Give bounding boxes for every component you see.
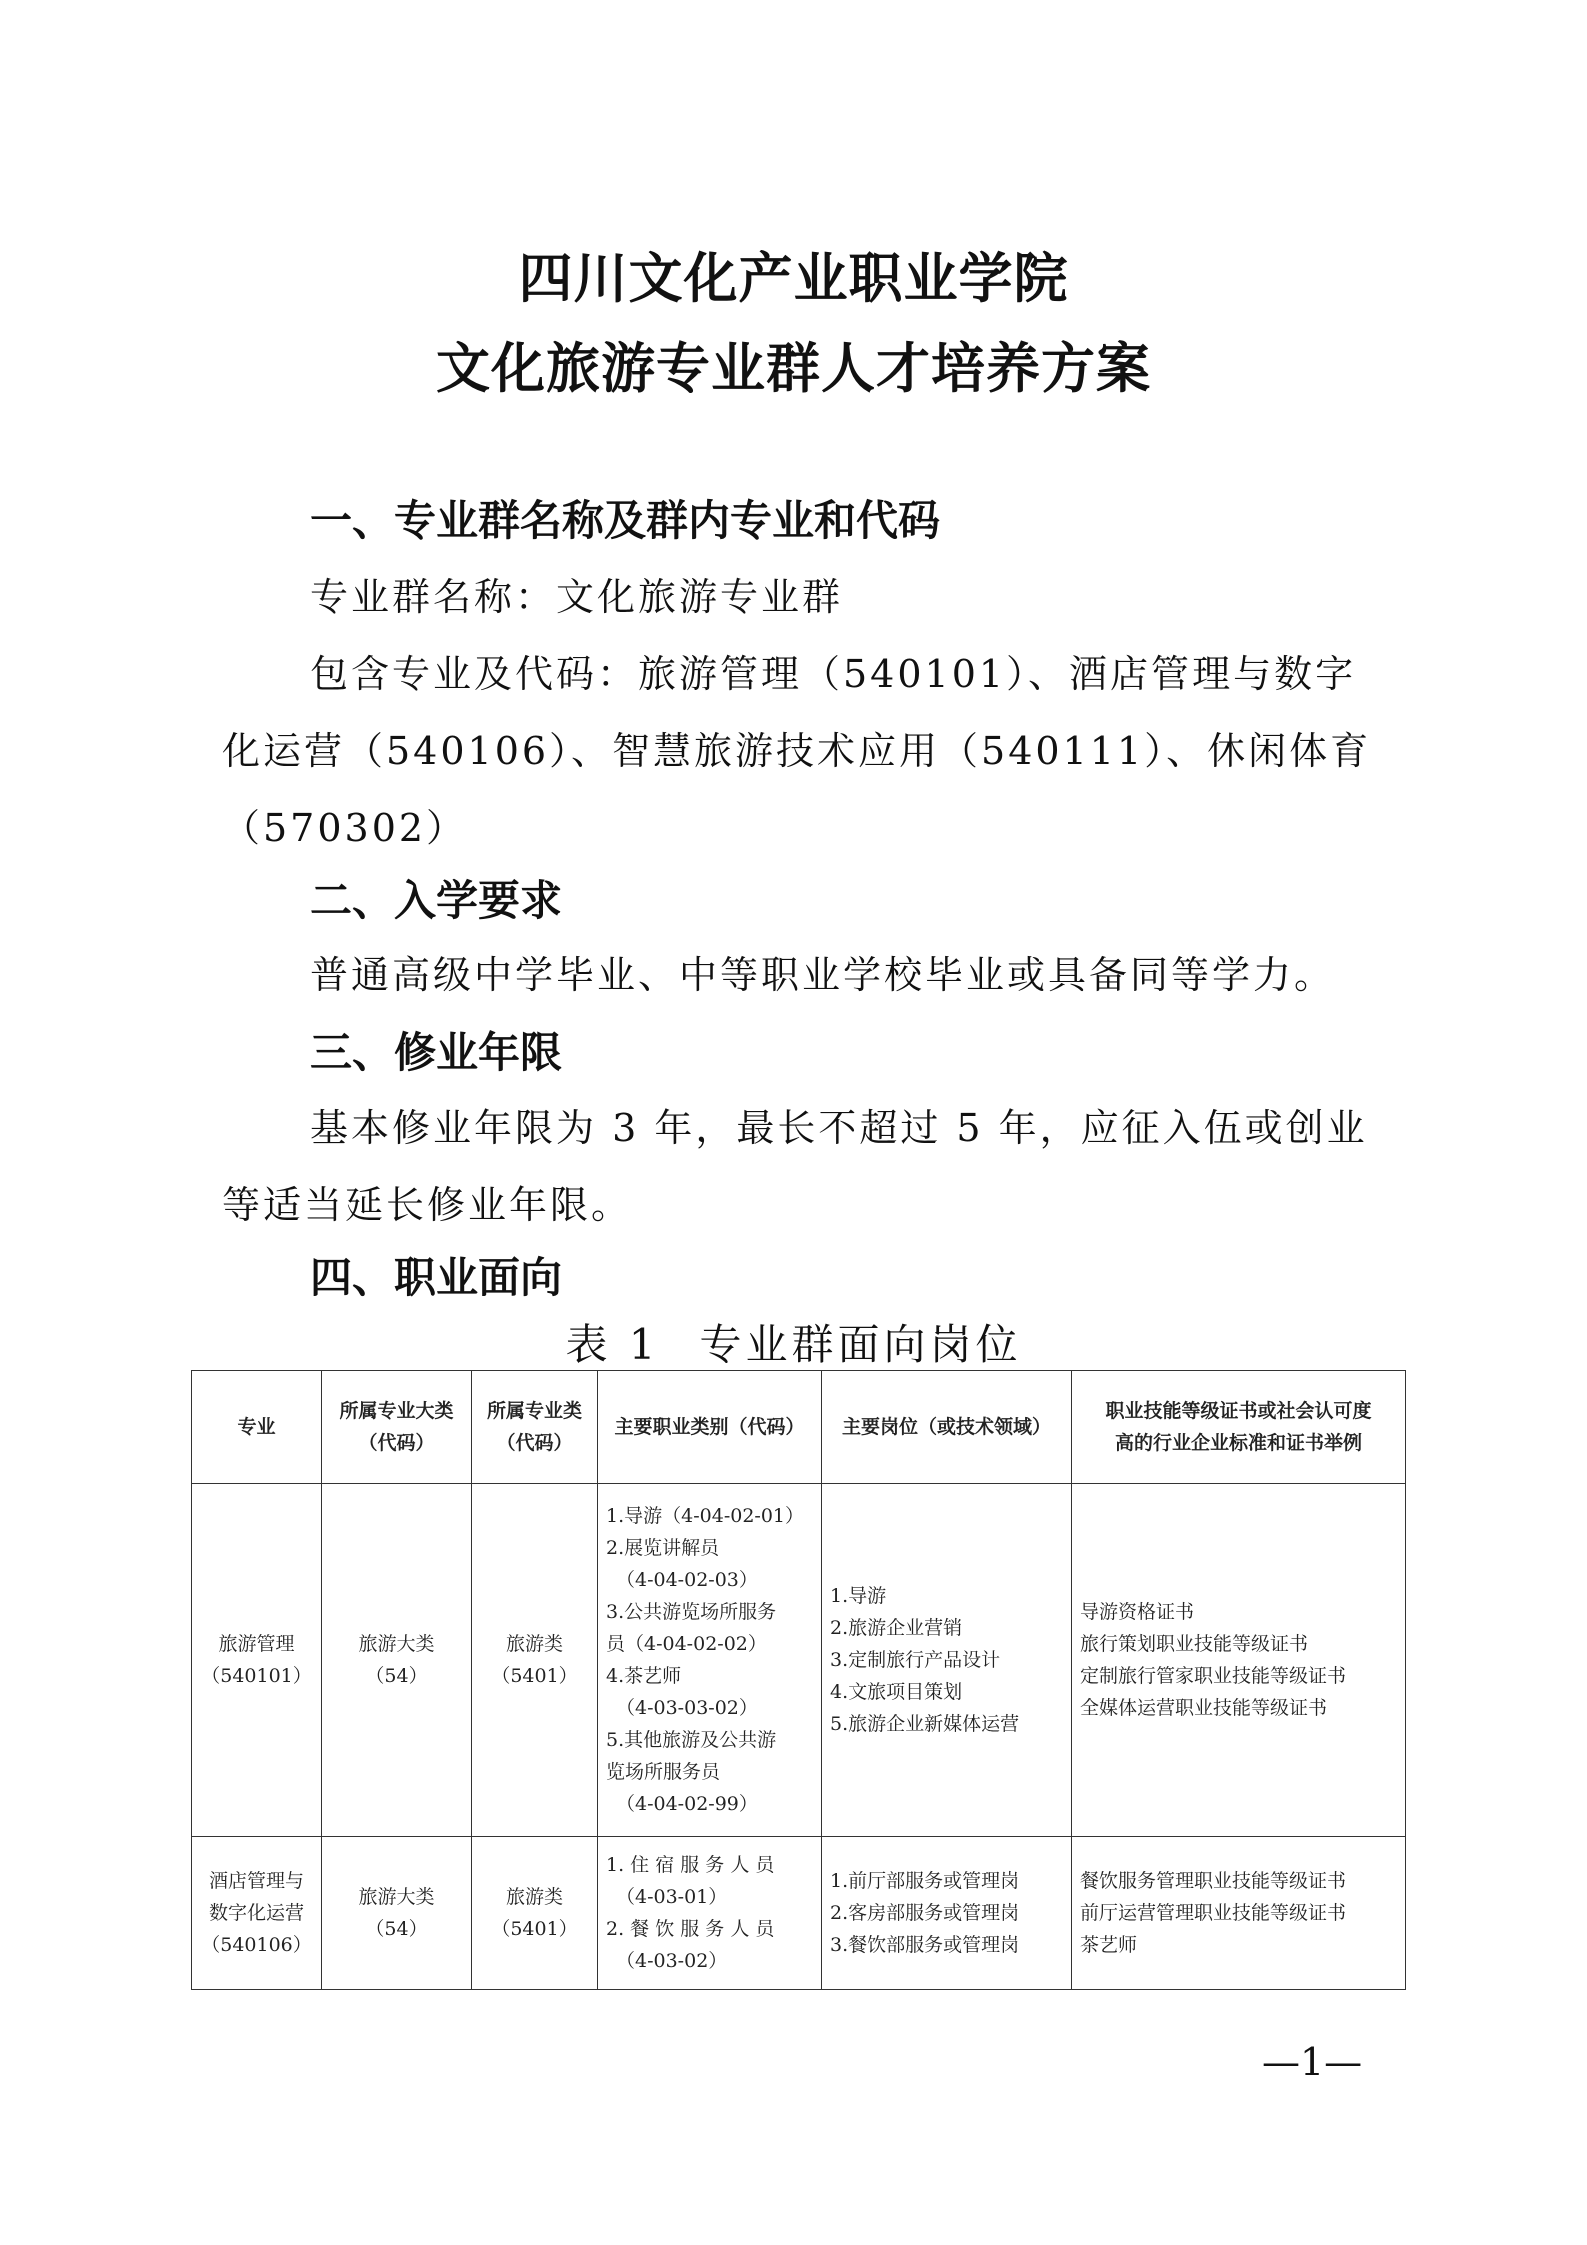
table-caption-title: 专业群面向岗位 (699, 1320, 1022, 1369)
duration-text-line2: 等适当延长修业年限。 (222, 1183, 633, 1227)
cell-major: 旅游管理 （540101） (192, 1484, 322, 1837)
section1-heading: 一、专业群名称及群内专业和代码 (310, 496, 941, 545)
cell-subcategory: 旅游类 （5401） (472, 1484, 598, 1837)
table-caption (0, 1312, 1587, 1372)
cell-certificates: 导游资格证书 旅行策划职业技能等级证书 定制旅行管家职业技能等级证书 全媒体运营职业技能等级证书 (1072, 1484, 1406, 1837)
cell-positions: 1.前厅部服务或管理岗 2.客房部服务或管理岗 3.餐饮部服务或管理岗 (822, 1837, 1072, 1990)
duration-text-line1: 基本修业年限为 3 年，最长不超过 5 年，应征入伍或创业 (310, 1106, 1368, 1150)
document-title-line1: 四川文化产业职业学院 (518, 247, 1069, 310)
section3-heading: 三、修业年限 (310, 1028, 563, 1077)
header-positions: 主要岗位（或技术领域） (822, 1371, 1072, 1484)
header-category: 所属专业大类 （代码） (322, 1371, 472, 1484)
document-title-line2: 文化旅游专业群人才培养方案 (436, 337, 1151, 400)
header-major: 专业 (192, 1371, 322, 1484)
cell-occupations: 1. 住 宿 服 务 人 员 （4-03-01） 2. 餐 饮 服 务 人 员 （4-03-02） (598, 1837, 822, 1990)
majors-text-line2: 化运营（540106）、智慧旅游技术应用（540111）、休闲体育 (222, 729, 1372, 773)
cell-certificates: 餐饮服务管理职业技能等级证书 前厅运营管理职业技能等级证书 茶艺师 (1072, 1837, 1406, 1990)
cell-category: 旅游大类 （54） (322, 1837, 472, 1990)
majors-text-line1: 包含专业及代码：旅游管理（540101）、酒店管理与数字 (310, 652, 1357, 696)
table-caption-number: 表 1 (565, 1320, 660, 1369)
admission-text: 普通高级中学毕业、中等职业学校毕业或具备同等学力。 (310, 953, 1336, 997)
page-number: —1— (1262, 2040, 1363, 2084)
section2-heading: 二、入学要求 (310, 876, 563, 925)
cell-occupations: 1.导游（4-04-02-01） 2.展览讲解员 （4-04-02-03） 3.公共游览场所服务 员（4-04-02-02） 4.茶艺师 （4-03-03-02） 5.其他旅游及公共游 览场所服务员 （4-04-02-99） (598, 1484, 822, 1837)
cell-subcategory: 旅游类 （5401） (472, 1837, 598, 1990)
header-subcategory: 所属专业类 （代码） (472, 1371, 598, 1484)
career-table (191, 1370, 1406, 1990)
header-certificates: 职业技能等级证书或社会认可度 高的行业企业标准和证书举例 (1072, 1371, 1406, 1484)
header-occupations: 主要职业类别（代码） (598, 1371, 822, 1484)
majors-text-line3: （570302） (222, 806, 468, 850)
table-row (192, 1484, 1406, 1837)
section4-heading: 四、职业面向 (310, 1253, 563, 1302)
cell-major: 酒店管理与 数字化运营 （540106） (192, 1837, 322, 1990)
group-name-text: 专业群名称：文化旅游专业群 (310, 575, 844, 619)
cell-positions: 1.导游 2.旅游企业营销 3.定制旅行产品设计 4.文旅项目策划 5.旅游企业新媒体运营 (822, 1484, 1072, 1837)
cell-category: 旅游大类 （54） (322, 1484, 472, 1837)
table-row (192, 1837, 1406, 1990)
table-header-row (192, 1371, 1406, 1484)
